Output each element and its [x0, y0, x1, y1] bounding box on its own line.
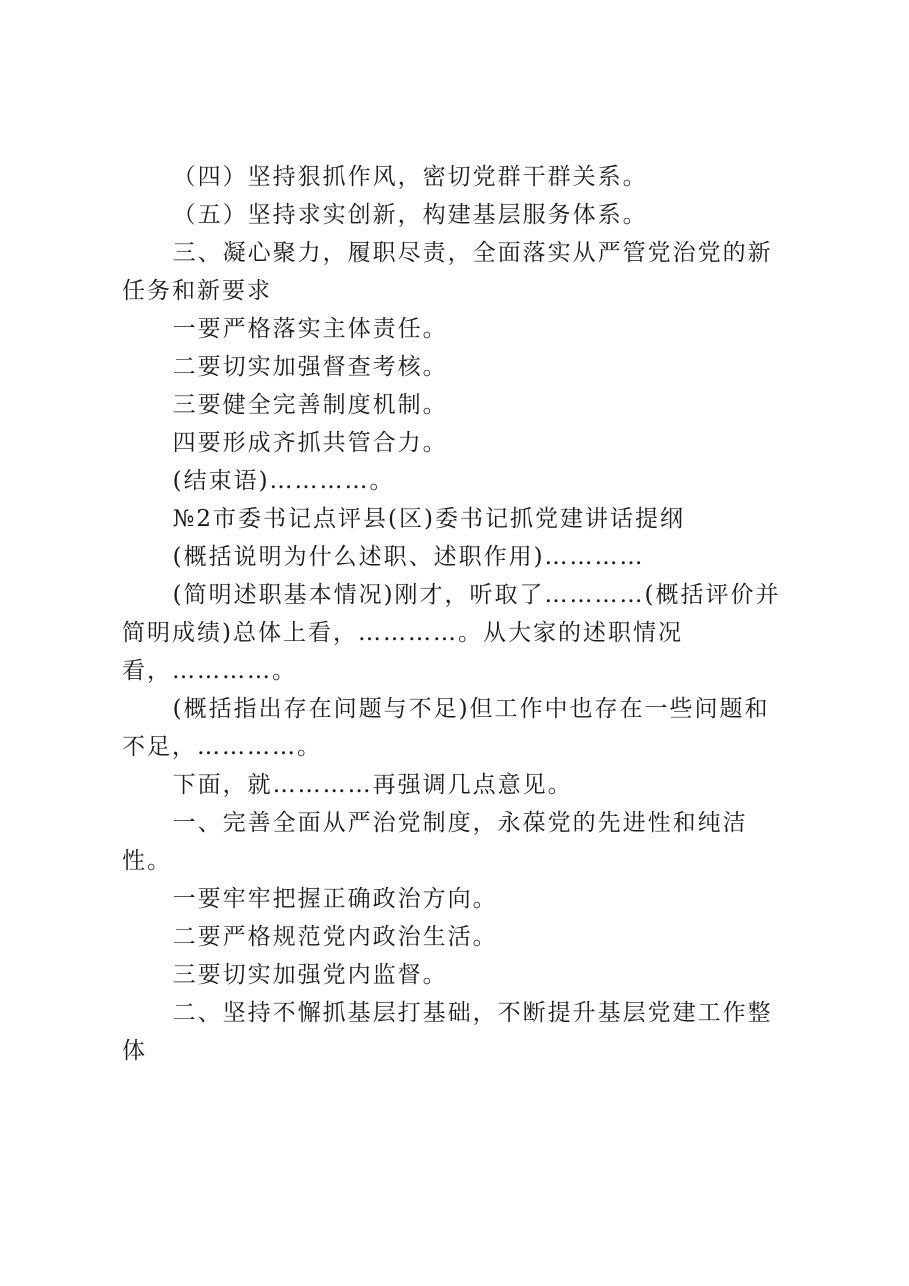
- closing-remark: (结束语)…………。: [172, 468, 395, 494]
- paragraph-11: (简明述职基本情况)刚才，听取了…………(概括评价并简明成绩)总体上看，…………。从大家的述职情况看，…………。: [122, 582, 781, 684]
- paragraph-2: （五）坚持求实创新，构建基层服务体系。: [172, 202, 648, 228]
- paragraph-1: （四）坚持狠抓作风，密切党群干群关系。: [172, 164, 648, 190]
- paragraph-12: (概括指出存在问题与不足)但工作中也存在一些问题和不足，…………。: [122, 696, 770, 760]
- paragraph-6: 三要健全完善制度机制。: [172, 392, 448, 418]
- outline-title-no2: №2市委书记点评县(区)委书记抓党建讲话提纲: [172, 506, 685, 532]
- paragraph-4: 一要严格落实主体责任。: [172, 316, 448, 342]
- paragraph-17: 三要切实加强党内监督。: [172, 962, 448, 988]
- paragraph-10: (概括说明为什么述职、述职作用)…………: [172, 544, 645, 570]
- paragraph-5: 二要切实加强督查考核。: [172, 354, 448, 380]
- section-heading-1: 一、完善全面从严治党制度，永葆党的先进性和纯洁性。: [122, 810, 748, 874]
- paragraph-13: 下面，就…………再强调几点意见。: [172, 772, 573, 798]
- paragraph-16: 二要严格规范党内政治生活。: [172, 924, 498, 950]
- section-heading-2: 二、坚持不懈抓基层打基础，不断提升基层党建工作整体: [122, 1000, 773, 1064]
- paragraph-7: 四要形成齐抓共管合力。: [172, 430, 448, 456]
- document-body: [122, 158, 792, 1070]
- section-heading-3: 三、凝心聚力，履职尽责，全面落实从严管党治党的新任务和新要求: [122, 240, 773, 304]
- paragraph-15: 一要牢牢把握正确政治方向。: [172, 886, 498, 912]
